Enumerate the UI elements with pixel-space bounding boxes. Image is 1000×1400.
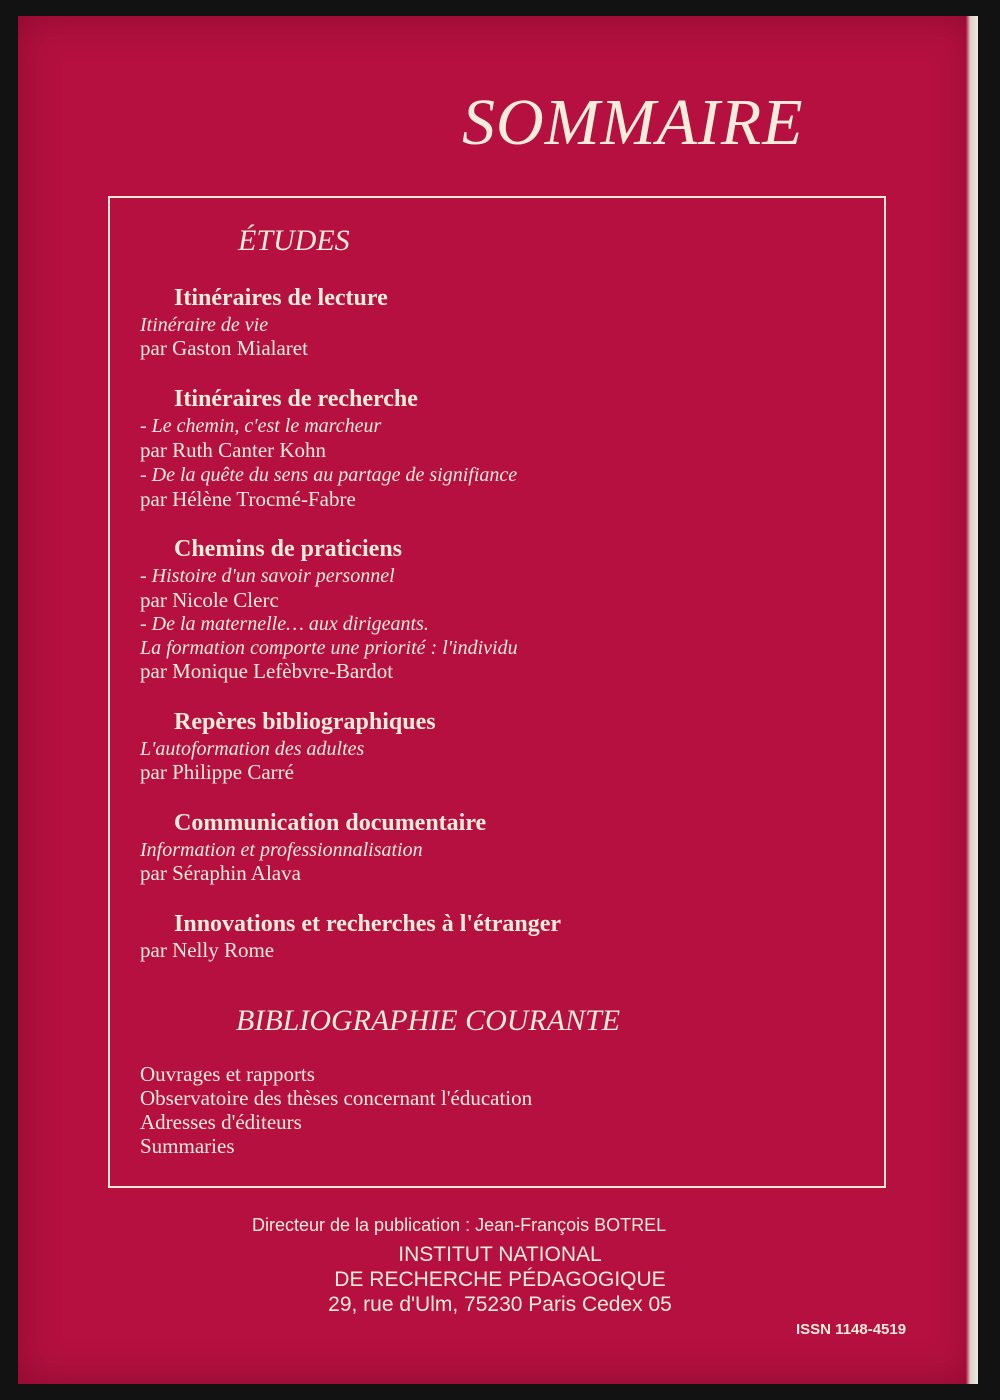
article-author: par Nelly Rome [140, 938, 275, 962]
institute-address: 29, rue d'Ulm, 75230 Paris Cedex 05 [328, 1293, 672, 1316]
section-heading: Itinéraires de lecture [174, 285, 388, 311]
article-title: - Histoire d'un savoir personnel [140, 565, 395, 587]
section-heading: Communication documentaire [174, 810, 487, 836]
article-author: par Philippe Carré [140, 760, 294, 784]
article-author: par Nicole Clerc [140, 588, 279, 612]
institute-name-line1: INSTITUT NATIONAL [398, 1243, 602, 1266]
article-title: Information et professionnalisation [140, 839, 423, 861]
etudes-heading: ÉTUDES [238, 224, 350, 257]
article-author: par Hélène Trocmé-Fabre [140, 487, 356, 511]
issn: ISSN 1148-4519 [796, 1321, 907, 1338]
article-author: par Gaston Mialaret [140, 336, 308, 360]
article-author: par Ruth Canter Kohn [140, 438, 327, 462]
article-title: Itinéraire de vie [140, 314, 269, 336]
section-heading: Repères bibliographiques [174, 709, 436, 735]
article-title: L'autoformation des adultes [140, 738, 365, 760]
bibliographie-item: Summaries [140, 1134, 235, 1158]
bibliographie-item: Ouvrages et rapports [140, 1062, 315, 1086]
article-title: - De la maternelle… aux dirigeants. [140, 613, 429, 635]
article-title: La formation comporte une priorité : l'individu [140, 637, 518, 659]
section-heading: Innovations et recherches à l'étranger [174, 911, 562, 937]
section-heading: Itinéraires de recherche [174, 386, 418, 412]
article-title: - De la quête du sens au partage de signifiance [140, 464, 518, 486]
article-author: par Séraphin Alava [140, 861, 301, 885]
article-title: - Le chemin, c'est le marcheur [140, 415, 382, 437]
bibliographie-item: Adresses d'éditeurs [140, 1110, 302, 1134]
section-heading: Chemins de praticiens [174, 536, 402, 562]
page-title: SOMMAIRE [462, 86, 804, 159]
bibliographie-heading: BIBLIOGRAPHIE COURANTE [236, 1004, 621, 1037]
page-edge [966, 16, 978, 1384]
bibliographie-item: Observatoire des thèses concernant l'éducation [140, 1086, 533, 1110]
institute-name-line2: DE RECHERCHE PÉDAGOGIQUE [334, 1268, 666, 1291]
publication-director: Directeur de la publication : Jean-François BOTREL [252, 1215, 667, 1235]
article-author: par Monique Lefèbvre-Bardot [140, 659, 394, 683]
